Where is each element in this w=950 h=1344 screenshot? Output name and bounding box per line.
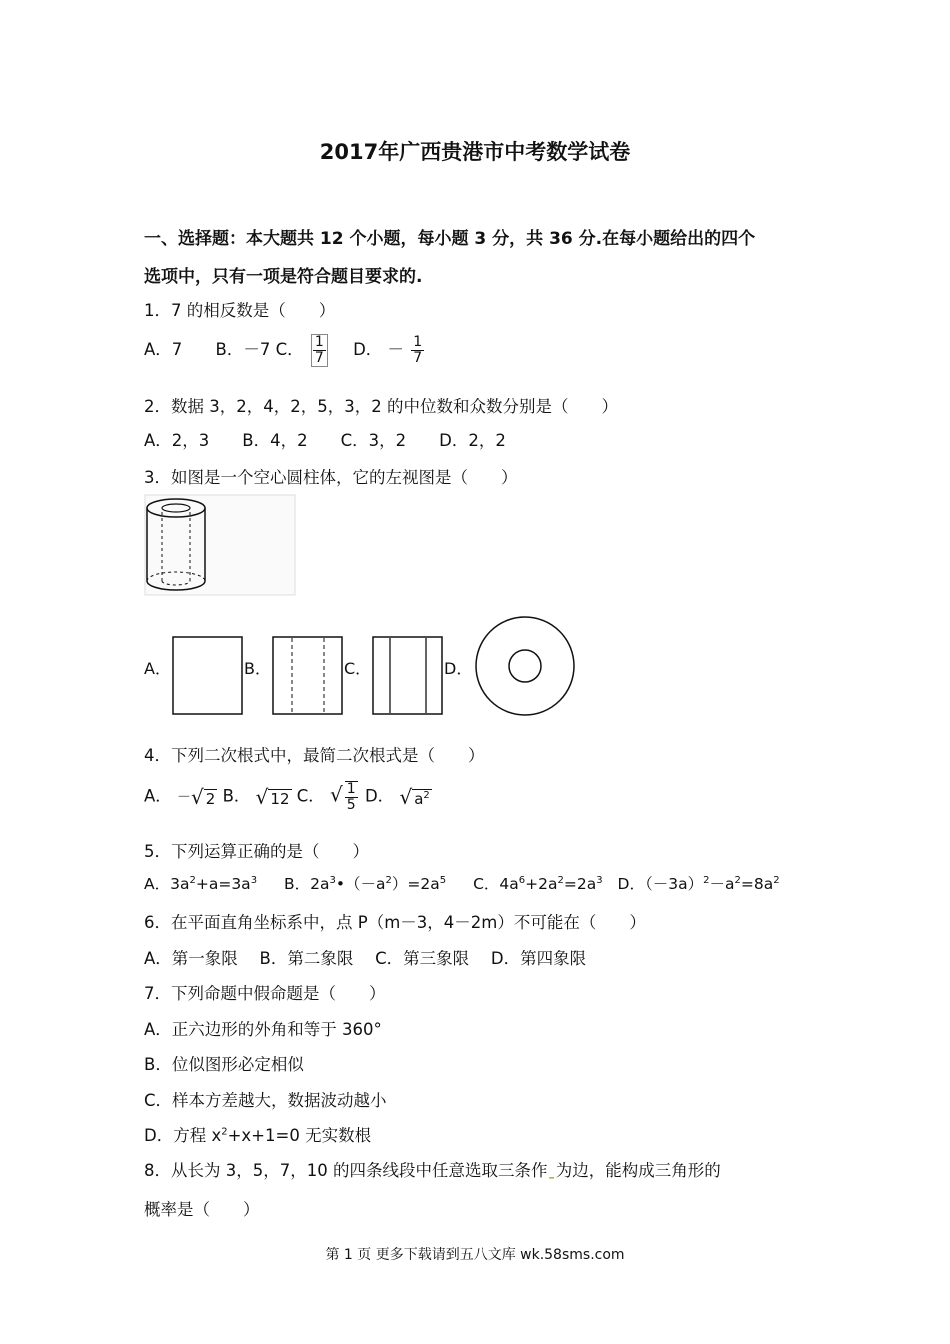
q4-c-fraction — [345, 781, 358, 813]
q8-stem-line1: 8．从长为 3，5，7，10 的四条线段中任意选取三条作ˍ为边，能构成三角形的 — [144, 1161, 721, 1180]
q3-option-c-solid-lines-rect — [372, 636, 444, 716]
q4-c-numerator: 1 — [346, 781, 356, 797]
q3-option-b-label: B． — [244, 659, 271, 678]
section-heading-line2: 选项中，只有一项是符合题目要求的. — [144, 267, 423, 287]
q4-option-a-radical: √ 2 — [191, 785, 216, 809]
q1-option-d-sign: － — [387, 340, 405, 359]
q1-stem: 1．7 的相反数是（ ） — [144, 301, 336, 320]
page-footer: 第 1 页 更多下载请到五八文库 wk.58sms.com — [325, 1247, 625, 1263]
q4-option-a-sign: － — [177, 789, 192, 806]
hollow-cylinder-figure — [144, 494, 296, 596]
q7-option-d: D．方程 $x^2+x+1=0$ 无实数根 — [144, 1126, 372, 1145]
q8-stem-line2: 概率是（ ） — [144, 1200, 260, 1219]
q1-d-numerator: 1 — [413, 334, 423, 350]
section-heading-line1: 一、选择题：本大题共 12 个小题，每小题 3 分，共 36 分.在每小题给出的四个 — [144, 229, 756, 249]
q7-option-c: C．样本方差越大，数据波动越小 — [144, 1091, 387, 1110]
q4-options — [144, 781, 432, 813]
q4-a-radicand: 2 — [205, 790, 216, 808]
q5-options — [144, 872, 780, 894]
q5-option-b: B．$2a^3•(-a^2)=2a^5$ — [284, 874, 447, 893]
q4-stem: 4．下列二次根式中，最简二次根式是（ ） — [144, 746, 485, 765]
q5-option-a: A．$3a^2+a=3a^3$ — [144, 874, 258, 893]
q3-option-a-label: A． — [144, 659, 171, 678]
q6-options: A．第一象限 B．第二象限 C．第三象限 D．第四象限 — [144, 949, 587, 968]
q1-option-c-label: C． — [275, 340, 304, 359]
q4-option-d-label: D． — [364, 786, 395, 806]
q2-options: A．2，3 B．4，2 C．3，2 D．2，2 — [144, 431, 506, 450]
q4-b-radicand: 12 — [270, 790, 290, 808]
q3-option-d-annulus — [472, 614, 578, 718]
q1-option-a: A．7 — [144, 340, 183, 359]
q8-edit-mark: ˍ — [547, 1161, 556, 1180]
q4-d-base: a — [414, 790, 424, 808]
q5-stem: 5．下列运算正确的是（ ） — [144, 842, 369, 861]
q1-c-denominator: 7 — [314, 350, 324, 366]
q1-option-d-fraction — [411, 335, 424, 366]
q1-option-b: B．－7 — [215, 340, 271, 359]
q3-stem: 3．如图是一个空心圆柱体，它的左视图是（ ） — [144, 468, 518, 487]
q3-option-c-label: C． — [344, 659, 372, 678]
q1-d-denominator: 7 — [413, 350, 423, 366]
q3-option-b-dashed-rect — [272, 636, 344, 716]
q3-option-d-label: D． — [444, 659, 473, 678]
q4-option-d-radical: √ $a^2$ — [399, 785, 430, 809]
q6-stem: 6．在平面直角坐标系中，点 P（m－3，4－2m）不可能在（ ） — [144, 913, 646, 932]
q7-option-b: B．位似图形必定相似 — [144, 1055, 304, 1074]
q1-c-numerator: 1 — [314, 334, 324, 350]
q1-option-d-label: D． — [353, 340, 383, 359]
q2-stem: 2．数据 3，2，4，2，5，3，2 的中位数和众数分别是（ ） — [144, 397, 618, 416]
q1-options — [144, 334, 426, 367]
page-title: 2017年广西贵港市中考数学试卷 — [319, 140, 631, 164]
q4-option-b-label: B． — [222, 786, 251, 806]
q4-option-c-radical: √ $\frac{1}{5}$ — [330, 781, 356, 813]
q7-stem: 7．下列命题中假命题是（ ） — [144, 984, 386, 1003]
q3-option-a-square — [172, 636, 244, 716]
q4-option-b-radical: √ 12 — [255, 785, 290, 809]
q1-option-c-fraction — [311, 334, 328, 367]
q5-option-c: C．$4a^6+2a^2=2a^3$ — [473, 874, 603, 893]
q4-c-denominator: 5 — [346, 797, 356, 813]
q7-option-a: A．正六边形的外角和等于 360° — [144, 1020, 382, 1039]
q4-option-c-label: C． — [296, 786, 325, 806]
q5-option-d: D．$(-3a)^2-a^2=8a^2$ — [617, 874, 780, 893]
q4-d-exponent: 2 — [423, 790, 430, 801]
q4-option-a-label: A． — [144, 786, 172, 806]
